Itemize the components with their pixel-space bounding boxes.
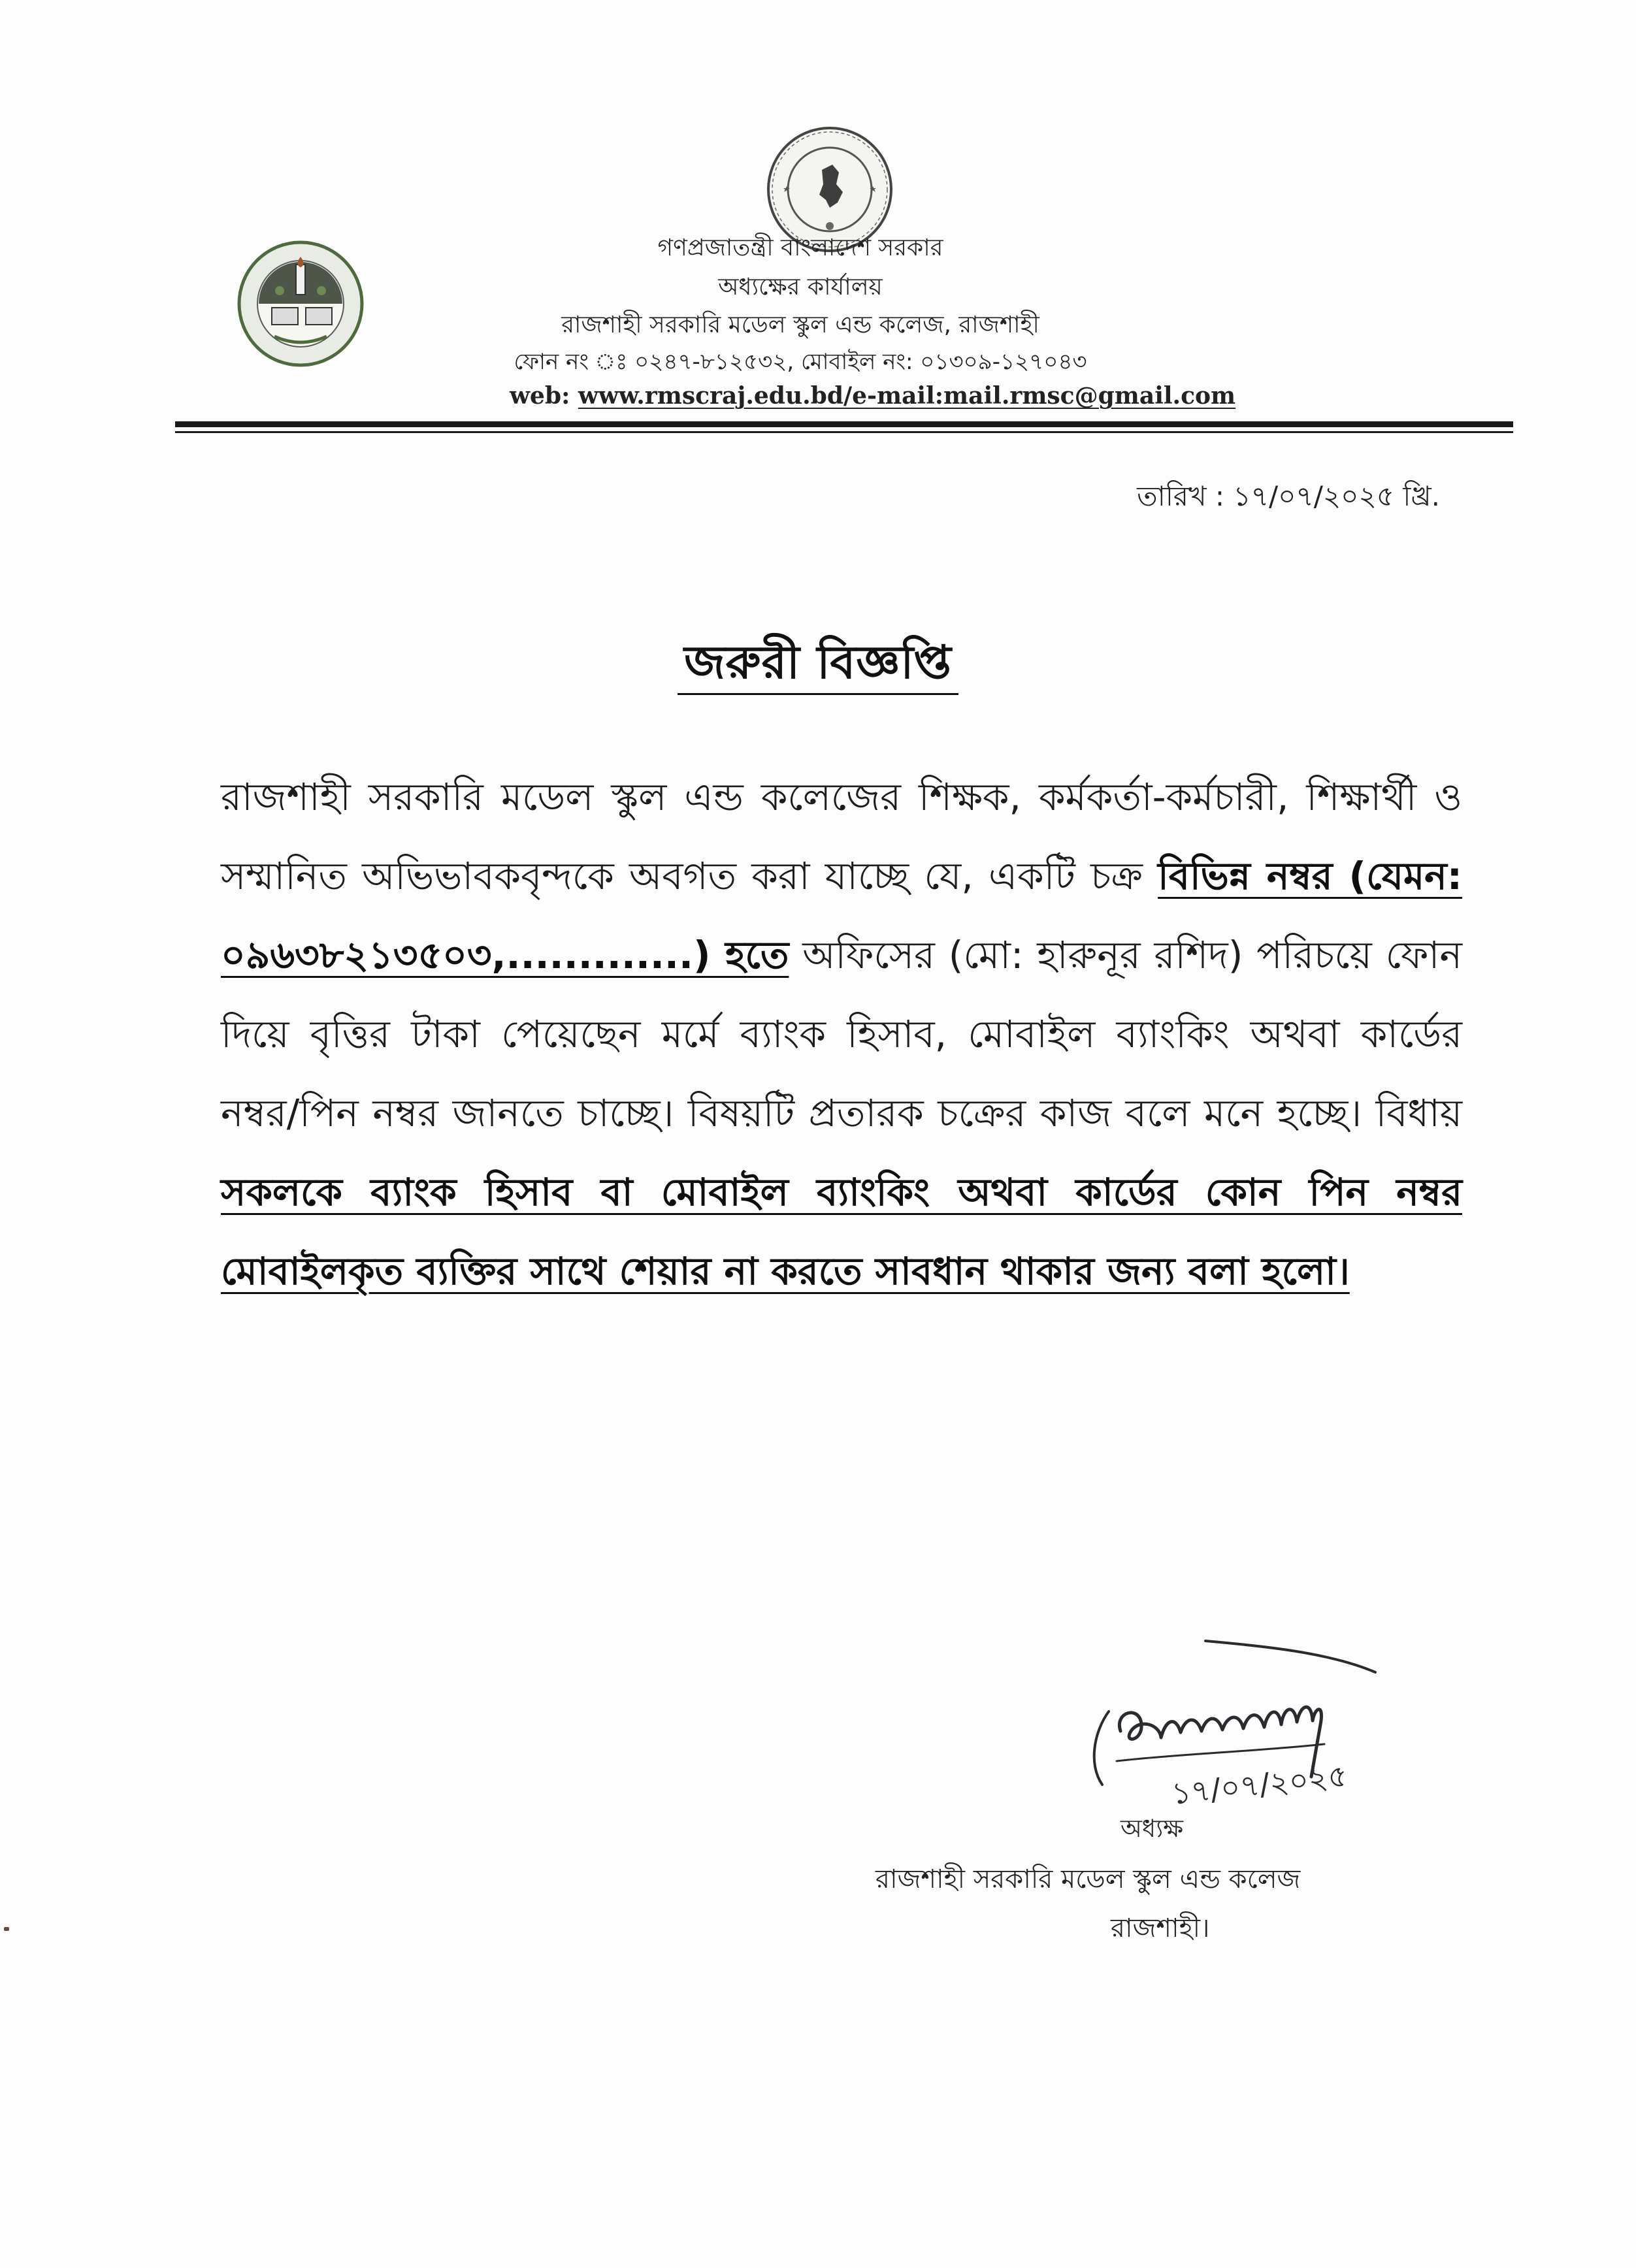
body-part-2: অফিসের (মো: হারুনূর রশিদ) পরিচয়ে ফোন দিয়ে বৃত্তির টাকা পেয়েছেন মর্মে ব্যাংক হিসাব, মোবাইল ব্যাংকিং অথবা কার্ডের নম্বর/পিন নম্বর জানতে চাচ্ছে। বিষয়টি প্রতারক চক্রের কাজ বলে মনে হচ্ছে। বিধায় [221,933,1463,1135]
letterhead-office: অধ্যক্ষের কার্যালয় [718,274,883,300]
letterhead-rule-thin [175,431,1513,433]
letterhead-web [457,382,1274,410]
website-email-link[interactable]: www.rmscraj.edu.bd/e-mail:mail.rmsc@gmail.com [578,382,1236,410]
notice-title-text: জরুরী বিজ্ঞপ্তি [678,636,958,695]
college-logo-icon [235,238,366,369]
signature-handwritten-date: ১৭/০৭/২০২৫ [1170,1757,1349,1811]
letterhead-institution: রাজশাহী সরকারি মডেল স্কুল এন্ড কলেজ, রাজশাহী [561,312,1039,338]
notice-title [0,627,1636,704]
letterhead-govt: গণপ্রজাতন্ত্রী বাংলাদেশ সরকার [657,235,943,261]
scan-mark [4,1927,9,1931]
letterhead-contact: ফোন নং ঃ ০২৪৭-৮১২৫৩২, মোবাইল নং: ০১৩০৯-১২৭০৪৩ [514,349,1087,375]
signatory-city: রাজশাহী। [1111,1913,1210,1943]
signatory-designation: অধ্যক্ষ [1121,1814,1184,1843]
handwritten-signature [1068,1633,1408,1829]
web-label: web: [510,382,578,410]
body-emphasis-numbers: বিভিন্ন নম্বর (যেমন: ০৯৬৩৮২১৩৫০৩,.............) হতে [221,854,1462,977]
signatory-institution: রাজশাহী সরকারি মডেল স্কুল এন্ড কলেজ [875,1864,1301,1894]
body-part-1: রাজশাহী সরকারি মডেল স্কুল এন্ড কলেজের শিক্ষক, কর্মকর্তা-কর্মচারী, শিক্ষার্থী ও সম্মানিত অভিভাবকবৃন্দকে অবগত করা যাচ্ছে যে, একটি চক্র [221,775,1462,898]
notice-date: তারিখ : ১৭/০৭/২০২৫ খ্রি. [1137,480,1440,512]
body-emphasis-warning: সকলকে ব্যাংক হিসাব বা মোবাইল ব্যাংকিং অথবা কার্ডের কোন পিন নম্বর মোবাইলকৃত ব্যক্তির সাথে শেয়ার না করতে সাবধান থাকার জন্য বলা হলো। [221,1170,1462,1293]
notice-body [221,758,1462,1311]
letterhead-rule-thick [175,421,1513,427]
